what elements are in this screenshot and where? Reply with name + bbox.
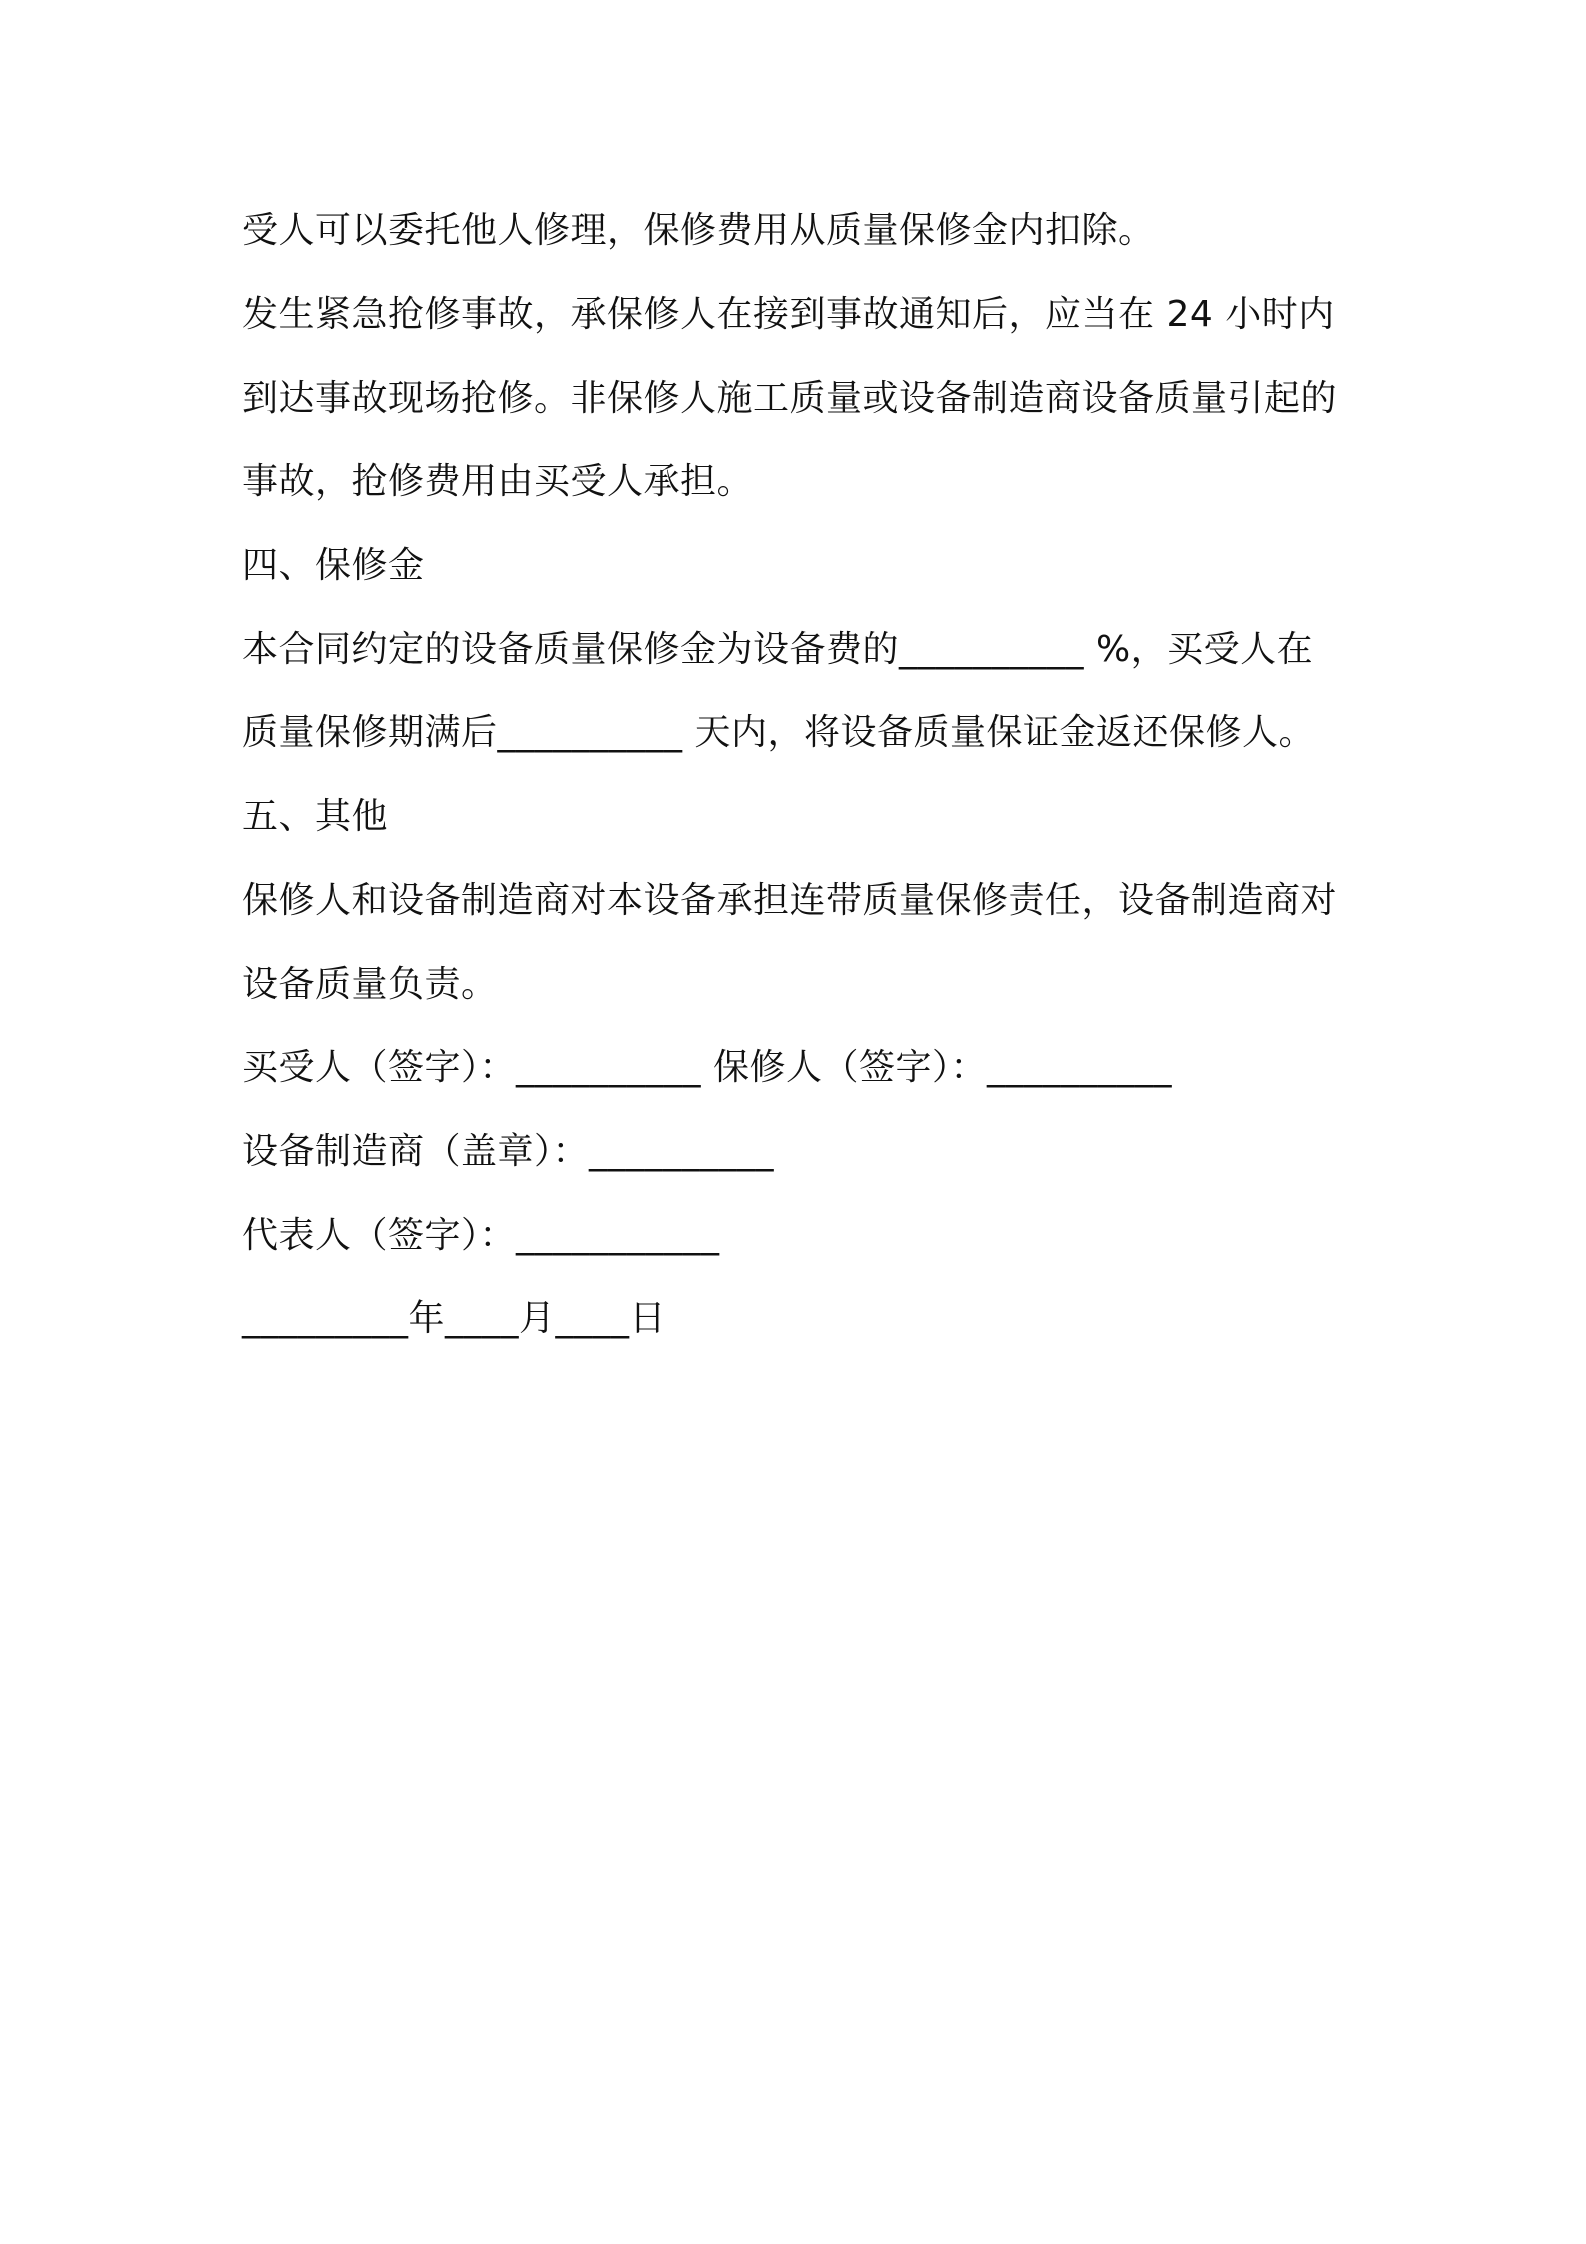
paragraph-line-joint-liability: 保修人和设备制造商对本设备承担连带质量保修责任，设备制造商对 — [242, 880, 1338, 921]
signature-line-representative: 代表人（签字）：___________ — [242, 1215, 720, 1256]
paragraph-line-repair-delegation: 受人可以委托他人修理，保修费用从质量保修金内扣除。 — [242, 210, 1155, 251]
signature-line-manufacturer-seal: 设备制造商（盖章）：__________ — [242, 1131, 775, 1172]
paragraph-line-emergency-cause: 到达事故现场抢修。非保修人施工质量或设备制造商设备质量引起的 — [242, 378, 1338, 419]
date-line: _________年____月____日 — [242, 1298, 666, 1339]
paragraph-line-deposit-return: 质量保修期满后__________ 天内，将设备质量保证金返还保修人。 — [242, 712, 1315, 753]
paragraph-line-emergency-cost: 事故，抢修费用由买受人承担。 — [242, 461, 754, 502]
paragraph-line-emergency-repair: 发生紧急抢修事故，承保修人在接到事故通知后，应当在 24 小时内 — [242, 294, 1335, 335]
paragraph-line-manufacturer-responsibility: 设备质量负责。 — [242, 964, 498, 1005]
section-heading-warranty-deposit: 四、保修金 — [242, 545, 425, 586]
section-heading-other: 五、其他 — [242, 796, 389, 837]
paragraph-line-deposit-percent: 本合同约定的设备质量保修金为设备费的__________ %，买受人在 — [242, 629, 1314, 670]
signature-line-buyer-warrantor: 买受人（签字）：__________ 保修人（签字）：__________ — [242, 1047, 1172, 1088]
